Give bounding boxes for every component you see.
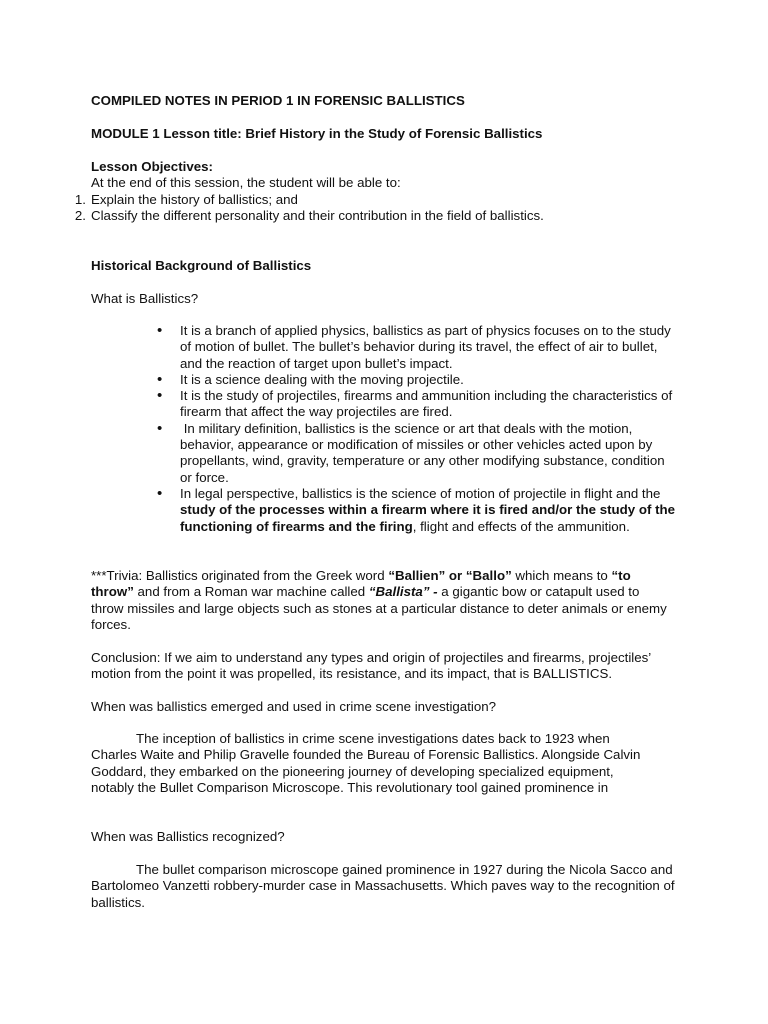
trivia-ballista: “Ballista” - xyxy=(368,584,442,600)
objectives-heading-text: Lesson Objectives xyxy=(91,159,209,174)
inception-line: Goddard, they embarked on the pioneering journey of developing specialized equipment, xyxy=(91,763,614,779)
legal-bold-text: study of the processes within a firearm where it is fired and/or the study of the functioning of firearms and the firing xyxy=(180,502,676,534)
objectives-intro: At the end of this session, the student will be able to: xyxy=(91,175,401,190)
definition-text: It is a branch of applied physics, ballistics as part of physics focuses on to the study of motion of bullet. The bullet’s behavior during its travel, the effect of air to bullet, and the reaction of target upon bullet’s impact. xyxy=(180,323,671,371)
trivia-paragraph xyxy=(91,568,671,633)
bullet-icon: • xyxy=(157,387,163,405)
what-is-question: What is Ballistics? xyxy=(91,291,199,306)
recognized-question: When was Ballistics recognized? xyxy=(91,829,285,844)
trivia-text: ***Trivia: Ballistics originated from the Greek word xyxy=(91,568,389,583)
trivia-text: a gigantic bow or catapult used to throw missiles and large objects such as stones at a particular distance to deter animals or enemy forces. xyxy=(91,584,667,632)
definition-text: It is a science dealing with the moving projectile. xyxy=(180,371,464,387)
inception-line: notably the Bullet Comparison Microscope. This revolutionary tool gained prominence in xyxy=(91,779,609,795)
legal-text: In legal perspective, ballistics is the science of motion of projectile in flight and the xyxy=(180,485,661,501)
objectives-colon: : xyxy=(208,159,213,174)
inception-line: The inception of ballistics in crime scene investigations dates back to 1923 when xyxy=(136,731,610,746)
trivia-text: and from a Roman war machine called xyxy=(133,584,369,600)
inception-paragraph xyxy=(91,731,711,796)
objective-number: 1. xyxy=(74,192,86,207)
module-prefix: MODULE 1 Lesson title xyxy=(91,126,238,141)
emerged-question: When was ballistics emerged and used in crime scene investigation? xyxy=(91,699,497,714)
objective-item xyxy=(74,208,711,224)
module-title: Brief History in the Study of Forensic Ballistics xyxy=(241,126,543,141)
definition-item xyxy=(157,419,680,486)
trivia-greek-word: “Ballien” or “Ballo” xyxy=(388,568,512,583)
module-heading xyxy=(91,126,731,142)
definition-item xyxy=(157,370,680,388)
definitions-list xyxy=(157,322,680,535)
objectives-heading xyxy=(91,159,691,175)
trivia-text: which means to xyxy=(511,568,612,583)
objective-text: Explain the history of ballistics; and xyxy=(91,192,298,207)
bullet-icon: • xyxy=(157,484,163,502)
definition-item-legal xyxy=(157,484,680,535)
definition-item xyxy=(157,322,680,372)
conclusion-paragraph: Conclusion: If we aim to understand any types and origin of projectiles and firearms, projectiles’ motion from the point it was propelled, its resistance, and its impact, that is BALLISTICS. xyxy=(91,650,651,682)
recognized-paragraph: The bullet comparison microscope gained prominence in 1927 during the Nicola Sacco and Bartolomeo Vanzetti robbery-murder case in Massachusetts. Which paves way to the recognition of ballistics. xyxy=(91,862,675,910)
objective-number: 2. xyxy=(74,208,86,223)
definition-item xyxy=(157,387,680,421)
objective-text: Classify the different personality and their contribution in the field of ballistics. xyxy=(91,208,544,223)
legal-text-end: , flight and effects of the ammunition. xyxy=(412,518,630,534)
historical-heading: Historical Background of Ballistics xyxy=(91,258,312,273)
document-title: COMPILED NOTES IN PERIOD 1 IN FORENSIC BALLISTICS xyxy=(91,93,465,108)
trivia-meaning: “to throw” xyxy=(91,568,631,600)
module-colon: : xyxy=(237,126,242,141)
bullet-icon: • xyxy=(157,322,163,339)
bullet-icon: • xyxy=(157,419,163,437)
definition-text: It is the study of projectiles, firearms and ammunition including the characteristics of firearm that affect the way projectiles are fired. xyxy=(180,388,673,420)
bullet-icon: • xyxy=(157,370,163,388)
objective-item xyxy=(74,192,711,208)
inception-line: Charles Waite and Philip Gravelle founded the Bureau of Forensic Ballistics. Alongside Calvin xyxy=(91,747,641,763)
definition-text: In military definition, ballistics is the science or art that deals with the motion, behavior, appearance or modification of missiles or other vehicles acted upon by propellants, wind, gravity, temperature or any other modifying substance, condition or force. xyxy=(180,420,669,485)
